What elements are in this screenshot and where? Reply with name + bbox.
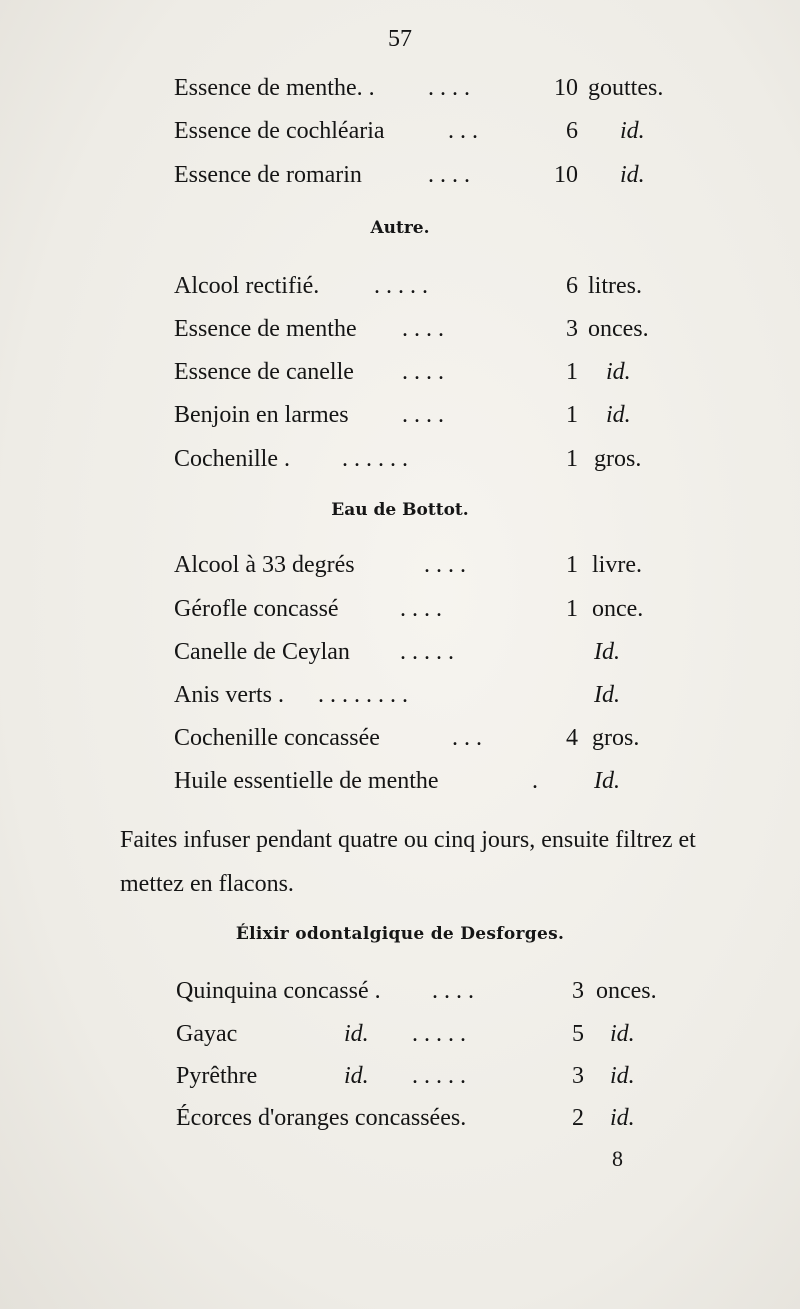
recipe-line [174,720,694,756]
recipe-line [174,441,694,477]
leader-dots: . . . . . [400,639,454,665]
ingredient-name: Gayac [176,1021,238,1047]
ingredient-qty: 3 [572,1063,584,1089]
instruction-paragraph: Faites infuser pendant quatre ou cinq jours, ensuite filtrez et mettez en flacons. [120,827,696,897]
ingredient-unit: id. [606,402,631,428]
ingredient-qty: 1 [566,596,578,622]
recipe-line [174,113,694,149]
ingredient-name: Gérofle concassé [174,596,339,622]
recipe-line [174,311,694,347]
section-title: Autre. [370,218,430,238]
ingredient-name: Essence de romarin [174,162,362,188]
section-title: Eau de Bottot. [331,500,469,520]
ingredient-unit: gros. [594,446,642,472]
ingredient-name: Huile essentielle de menthe [174,768,439,794]
ingredient-unit: Id. [594,639,620,665]
recipe-line [174,763,694,799]
ingredient-unit: id. [610,1105,635,1131]
ingredient-unit: litres. [588,273,642,299]
section-title: Élixir odontalgique de Desforges. [235,924,565,944]
recipe-line [174,397,694,433]
ingredient-qty: 2 [572,1105,584,1131]
leader-dots: . . . . . [374,273,428,299]
ingredient-name: Pyrêthre [176,1063,258,1089]
ingredient-qty: 6 [566,118,578,144]
leader-dots: . . . . [400,596,442,622]
ingredient-qty: 1 [566,552,578,578]
ingredient-unit: livre. [592,552,642,578]
recipe-line [174,677,694,713]
ingredient-unit: onces. [588,316,649,342]
leader-dots: . . . [452,725,482,751]
recipe-line [174,354,694,390]
leader-dots: . [532,768,538,794]
ingredient-qty: 3 [566,316,578,342]
recipe-line [176,1058,696,1094]
recipe-line [174,157,694,193]
ingredient-qty: 1 [566,402,578,428]
ingredient-qty: 5 [572,1021,584,1047]
ingredient-name: Essence de cochléaria [174,118,385,144]
leader-dots: . . . . . [412,1021,466,1047]
ingredient-qty: 3 [572,978,584,1004]
leader-dots: . . . . [402,316,444,342]
ingredient-name: Canelle de Ceylan [174,639,350,665]
ingredient-unit: id. [606,359,631,385]
leader-dots: . . . . [432,978,474,1004]
ingredient-qty: 1 [566,446,578,472]
leader-dots: . . . . . [412,1063,466,1089]
leader-dots: . . . . [428,162,470,188]
ingredient-qty: 6 [566,273,578,299]
ingredient-name: Benjoin en larmes [174,402,349,428]
ingredient-qty: 1 [566,359,578,385]
ingredient-unit: id. [610,1063,635,1089]
ingredient-unit: id. [620,162,645,188]
ingredient-ditto: id. [344,1063,369,1089]
recipe-line [174,591,694,627]
leader-dots: . . . . . . [342,446,408,472]
recipe-line [174,70,694,106]
leader-dots: . . . [448,118,478,144]
ingredient-unit: gouttes. [588,75,664,101]
ingredient-unit: once. [592,596,644,622]
leader-dots: . . . . [402,402,444,428]
ingredient-ditto: id. [344,1021,369,1047]
ingredient-name: Alcool à 33 degrés [174,552,355,578]
leader-dots: . . . . . . . . [318,682,408,708]
ingredient-name: Quinquina concassé . [176,978,381,1004]
ingredient-name: Cochenille concassée [174,725,380,751]
leader-dots: . . . . [428,75,470,101]
recipe-line [176,973,696,1009]
recipe-line [174,634,694,670]
recipe-line [174,268,694,304]
ingredient-name: Essence de menthe. . [174,75,375,101]
recipe-line [176,1016,696,1052]
ingredient-name: Essence de menthe [174,316,357,342]
signature-mark: 8 [612,1146,623,1171]
ingredient-name: Alcool rectifié. [174,273,320,299]
ingredient-unit: id. [610,1021,635,1047]
page-number: 57 [388,26,412,52]
ingredient-unit: gros. [592,725,640,751]
leader-dots: . . . . [424,552,466,578]
leader-dots: . . . . [402,359,444,385]
ingredient-qty: 10 [554,75,578,101]
ingredient-qty: 10 [554,162,578,188]
ingredient-unit: onces. [596,978,657,1004]
ingredient-name: Cochenille . [174,446,290,472]
ingredient-unit: Id. [594,682,620,708]
ingredient-name: Anis verts . [174,682,284,708]
ingredient-name: Écorces d'oranges concassées. [176,1105,467,1131]
ingredient-unit: Id. [594,768,620,794]
ingredient-name: Essence de canelle [174,359,354,385]
ingredient-unit: id. [620,118,645,144]
ingredient-qty: 4 [566,725,578,751]
recipe-line [174,547,694,583]
recipe-line [176,1100,696,1136]
